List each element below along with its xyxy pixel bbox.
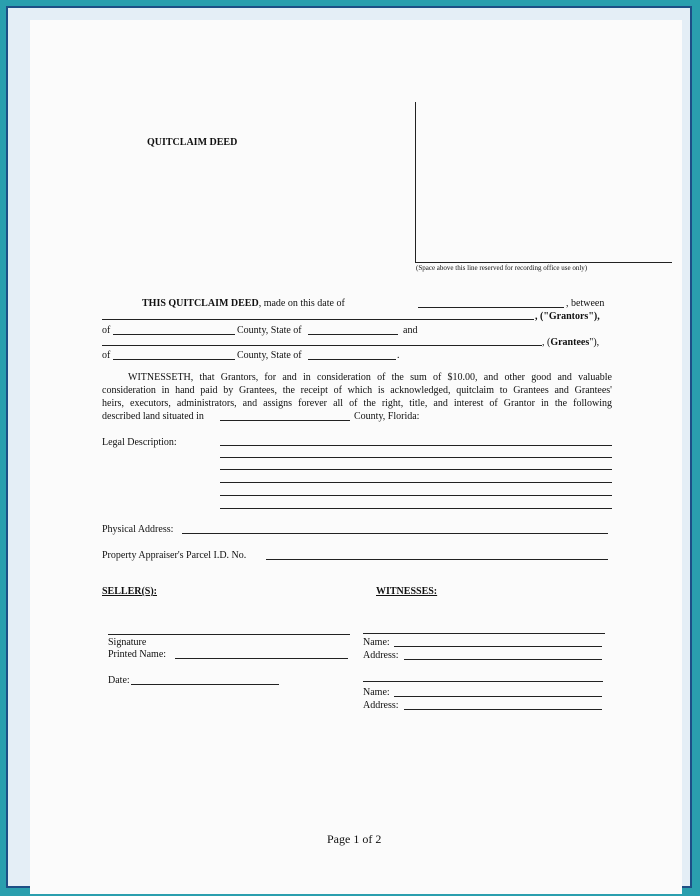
county-state-label-1: County, State of bbox=[237, 325, 302, 336]
legal-description-line-1[interactable] bbox=[220, 445, 612, 446]
signature-label: Signature bbox=[108, 637, 147, 648]
deed-title: QUITCLAIM DEED bbox=[147, 137, 238, 148]
recording-note: (Space above this line reserved for recording office use only) bbox=[416, 264, 588, 272]
witness-1-name-field[interactable] bbox=[394, 646, 602, 647]
grantors-name-field[interactable] bbox=[102, 319, 534, 320]
witnesseth-line-1: WITNESSETH, that Grantors, for and in consideration of the sum of $10.00, and other good and valuable bbox=[128, 372, 612, 383]
of-label-2: of bbox=[102, 350, 111, 361]
deed-page bbox=[30, 20, 682, 894]
date-label: Date: bbox=[108, 675, 130, 686]
witnesseth-line-4-start: described land situated in bbox=[102, 411, 204, 422]
legal-description-line-5[interactable] bbox=[220, 495, 612, 496]
grantors-state-field[interactable] bbox=[308, 334, 398, 335]
grantors-county-field[interactable] bbox=[113, 334, 235, 335]
land-county-field[interactable] bbox=[220, 420, 350, 421]
document-frame bbox=[6, 6, 692, 888]
witness-2-name-field[interactable] bbox=[394, 696, 602, 697]
intro-made-on: , made on this date of bbox=[258, 298, 345, 309]
period: . bbox=[397, 350, 400, 361]
grantees-state-field[interactable] bbox=[308, 359, 396, 360]
legal-description-line-3[interactable] bbox=[220, 469, 612, 470]
recording-box bbox=[415, 102, 672, 263]
witness-1-address-label: Address: bbox=[363, 650, 399, 661]
county-state-label-2: County, State of bbox=[237, 350, 302, 361]
witnesseth-line-4-end: County, Florida: bbox=[354, 411, 420, 422]
sellers-heading: SELLER(S): bbox=[102, 586, 158, 597]
physical-address-label: Physical Address: bbox=[102, 524, 174, 535]
grantees-label: , (Grantees"), bbox=[542, 337, 600, 348]
grantees-county-field[interactable] bbox=[113, 359, 235, 360]
seller-date-field[interactable] bbox=[131, 684, 279, 685]
witnesses-heading: WITNESSES: bbox=[376, 586, 438, 597]
physical-address-field[interactable] bbox=[182, 533, 608, 534]
witness-2-name-label: Name: bbox=[363, 687, 390, 698]
intro-bold-start: THIS QUITCLAIM DEED bbox=[142, 298, 259, 309]
witness-1-address-field[interactable] bbox=[404, 659, 602, 660]
witness-2-address-label: Address: bbox=[363, 700, 399, 711]
witness-2-signature-field[interactable] bbox=[363, 681, 603, 682]
witness-1-signature-field[interactable] bbox=[363, 633, 605, 634]
witness-1-name-label: Name: bbox=[363, 637, 390, 648]
grantors-label: , ("Grantors"), bbox=[535, 311, 600, 322]
witness-2-address-field[interactable] bbox=[404, 709, 602, 710]
parcel-id-label: Property Appraiser's Parcel I.D. No. bbox=[102, 550, 247, 561]
legal-description-label: Legal Description: bbox=[102, 437, 177, 448]
printed-name-label: Printed Name: bbox=[108, 649, 167, 660]
intro-line-1 bbox=[142, 298, 345, 310]
of-label-1: of bbox=[102, 325, 111, 336]
and-label: and bbox=[403, 325, 418, 336]
grantees-name-field[interactable] bbox=[102, 345, 542, 346]
legal-description-line-2[interactable] bbox=[220, 457, 612, 458]
page-number: Page 1 of 2 bbox=[327, 832, 382, 846]
witnesseth-line-3: heirs, executors, administrators, and assigns forever all of the right, title, and interest of Grantor in the following bbox=[102, 398, 612, 409]
intro-between: , between bbox=[566, 298, 605, 309]
parcel-id-field[interactable] bbox=[266, 559, 608, 560]
witnesseth-line-2: consideration in hand paid by Grantees, the receipt of which is acknowledged, quitclaim to Grantees and Grantees' bbox=[102, 385, 612, 396]
printed-name-field[interactable] bbox=[175, 658, 348, 659]
legal-description-line-6[interactable] bbox=[220, 508, 612, 509]
seller-signature-field[interactable] bbox=[108, 634, 350, 635]
date-field[interactable] bbox=[418, 307, 564, 308]
legal-description-line-4[interactable] bbox=[220, 482, 612, 483]
